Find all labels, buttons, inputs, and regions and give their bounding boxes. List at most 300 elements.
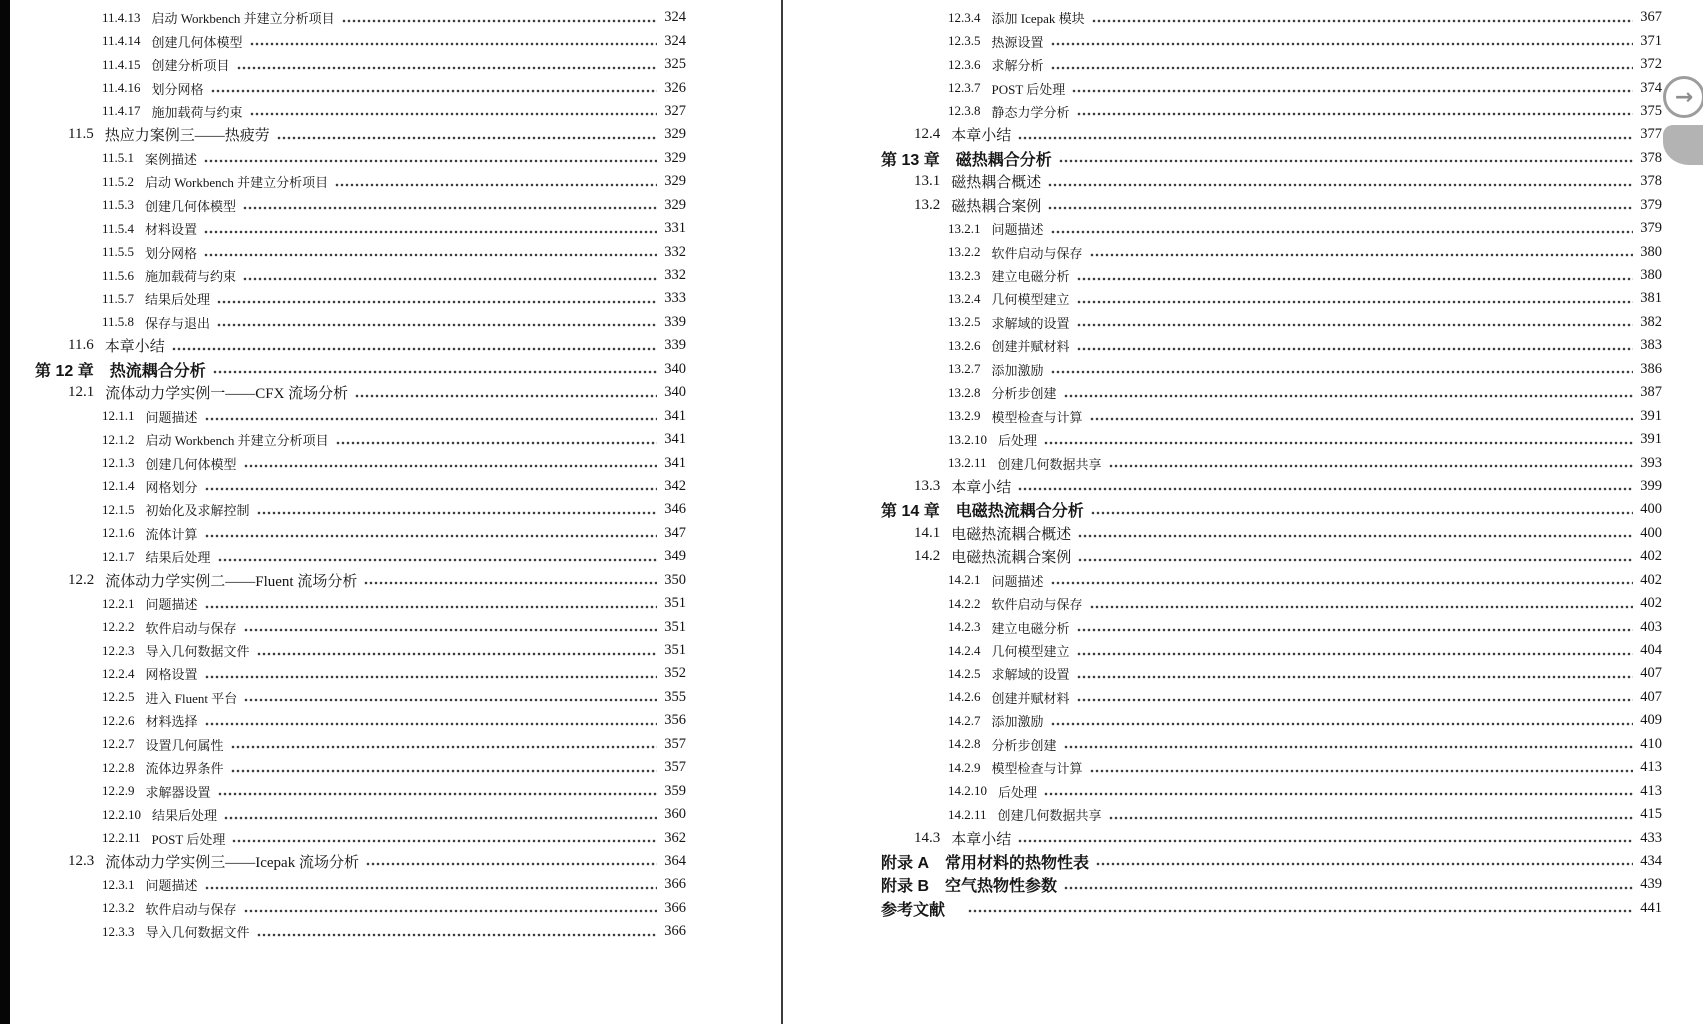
toc-entry-number: 14.2.4 — [948, 642, 981, 658]
toc-entry-title: 静态力学分析 — [991, 104, 1070, 120]
toc-row — [881, 29, 1662, 52]
dot-leader — [1051, 368, 1633, 377]
toc-entry-title: 流体动力学实例一——CFX 流场分析 — [105, 386, 349, 403]
toc-entry-page: 355 — [664, 688, 686, 705]
toc-entry-page: 399 — [1640, 477, 1662, 494]
toc-entry-title: 热流耦合分析 — [109, 362, 206, 380]
toc-entry-number: 13.2.6 — [948, 337, 981, 353]
toc-entry-title: 设置几何属性 — [145, 737, 224, 753]
dot-leader — [244, 462, 657, 471]
toc-row — [35, 100, 686, 123]
toc-row — [35, 475, 686, 498]
toc-row — [35, 850, 686, 873]
toc-entry-title: 几何模型建立 — [991, 292, 1070, 308]
toc-entry-number: 12.2.7 — [102, 736, 135, 752]
toc-row — [35, 76, 686, 99]
dot-leader — [205, 415, 657, 424]
toc-entry-number: 13.2.2 — [948, 244, 981, 260]
dot-leader — [1044, 439, 1633, 448]
toc-entry-number: 14.2.3 — [948, 619, 981, 635]
toc-entry-page: 391 — [1640, 407, 1662, 424]
toc-entry-page: 364 — [664, 852, 686, 869]
dot-leader — [205, 720, 657, 729]
dot-leader — [224, 814, 657, 823]
toc-row — [881, 873, 1662, 896]
toc-entry-title: 本章小结 — [951, 831, 1012, 848]
toc-row — [35, 53, 686, 76]
toc-entry-page: 413 — [1640, 782, 1662, 799]
dot-leader — [277, 134, 657, 143]
dot-leader — [1077, 345, 1633, 354]
toc-entry-page: 367 — [1640, 9, 1662, 26]
dot-leader — [1048, 181, 1633, 190]
toc-row — [881, 100, 1662, 123]
toc-row — [35, 498, 686, 521]
dot-leader — [1051, 579, 1633, 588]
toc-entry-number: 11.5.6 — [102, 267, 135, 283]
dot-leader — [1064, 743, 1633, 752]
toc-entry-number: 14.3 — [914, 829, 941, 846]
toc-entry-title: 问题描述 — [145, 409, 198, 425]
toc-entry-number: 13.2.4 — [948, 290, 981, 306]
toc-page-right — [783, 0, 1703, 1024]
toc-entry-title: 流体边界条件 — [145, 761, 224, 777]
dot-leader — [364, 579, 657, 588]
toc-entry-page: 434 — [1640, 852, 1662, 869]
toc-entry-title: 软件启动与保存 — [991, 245, 1083, 261]
toc-entry-page: 371 — [1640, 32, 1662, 49]
toc-entry-page: 366 — [664, 876, 686, 893]
toc-entry-number: 12.2.1 — [102, 595, 135, 611]
toc-entry-title: 求解域的设置 — [991, 667, 1070, 683]
toc-entry-title: 划分网格 — [145, 245, 198, 261]
dot-leader — [1077, 650, 1633, 659]
toc-entry-title: 进入 Fluent 平台 — [145, 690, 238, 706]
toc-row — [35, 826, 686, 849]
toc-entry-number: 14.2.9 — [948, 759, 981, 775]
dot-leader — [257, 650, 657, 659]
dot-leader — [1090, 767, 1633, 776]
toc-entry-number: 14.2.7 — [948, 712, 981, 728]
dot-leader — [250, 40, 657, 49]
toc-entry-page: 372 — [1640, 56, 1662, 73]
dot-leader — [1091, 509, 1633, 518]
toc-row — [35, 240, 686, 263]
toc-entry-title: POST 后处理 — [991, 81, 1066, 97]
dot-leader — [243, 275, 657, 284]
dot-leader — [205, 532, 657, 541]
toc-entry-number: 14.2.8 — [948, 736, 981, 752]
dot-leader — [218, 556, 657, 565]
toc-row — [35, 569, 686, 592]
toc-entry-number: 13.2.10 — [948, 431, 987, 447]
dot-leader — [243, 204, 657, 213]
dot-leader — [231, 743, 657, 752]
dot-leader — [342, 17, 657, 26]
toc-entry-number: 12.2.3 — [102, 642, 135, 658]
dot-leader — [1064, 392, 1633, 401]
toc-entry-number: 11.4.15 — [102, 56, 141, 72]
toc-entry-title: 导入几何数据文件 — [145, 644, 250, 660]
dot-leader — [355, 392, 657, 401]
toc-entry-page: 387 — [1640, 384, 1662, 401]
toc-entry-title: 添加 Icepak 模块 — [991, 11, 1085, 27]
toc-entry-page: 413 — [1640, 759, 1662, 776]
toc-entry-page: 379 — [1640, 220, 1662, 237]
toc-entry-number: 11.5.4 — [102, 220, 135, 236]
toc-entry-page: 341 — [664, 454, 686, 471]
toc-row — [35, 123, 686, 146]
toc-entry-page: 347 — [664, 524, 686, 541]
toc-row — [881, 522, 1662, 545]
toc-row — [881, 358, 1662, 381]
toc-entry-number: 11.4.16 — [102, 80, 141, 96]
toc-entry-page: 375 — [1640, 102, 1662, 119]
toc-entry-page: 340 — [664, 360, 686, 377]
toc-entry-title: 电磁热流耦合概述 — [951, 526, 1072, 543]
dot-leader — [1077, 673, 1633, 682]
toc-row — [881, 217, 1662, 240]
dot-leader — [1096, 860, 1633, 869]
toc-row — [881, 639, 1662, 662]
toc-entry-number: 12.2.9 — [102, 783, 135, 799]
dot-leader — [335, 181, 657, 190]
toc-row — [881, 803, 1662, 826]
toc-row — [35, 194, 686, 217]
toc-row — [881, 850, 1662, 873]
dot-leader — [205, 673, 657, 682]
toc-left-column — [10, 0, 781, 944]
toc-row — [881, 686, 1662, 709]
toc-row — [35, 873, 686, 896]
toc-entry-title: 创建并赋材料 — [991, 690, 1070, 706]
toc-entry-number: 12.3.7 — [948, 80, 981, 96]
toc-entry-page: 407 — [1640, 665, 1662, 682]
toc-row — [881, 311, 1662, 334]
toc-entry-page: 366 — [664, 923, 686, 940]
dot-leader — [204, 157, 657, 166]
dot-leader — [1018, 485, 1633, 494]
dot-leader — [232, 837, 657, 846]
toc-entry-title: 模型检查与计算 — [991, 761, 1083, 777]
toc-row — [881, 662, 1662, 685]
toc-row — [35, 6, 686, 29]
toc-entry-number: 12.1.4 — [102, 478, 135, 494]
toc-entry-page: 357 — [664, 759, 686, 776]
dot-leader — [1077, 696, 1633, 705]
toc-entry-title: 网格设置 — [145, 667, 198, 683]
toc-entry-number: 13.2.3 — [948, 267, 981, 283]
toc-entry-title: 材料选择 — [145, 714, 198, 730]
dot-leader — [1078, 556, 1633, 565]
toc-row — [881, 194, 1662, 217]
toc-entry-page: 380 — [1640, 243, 1662, 260]
dot-leader — [336, 439, 657, 448]
toc-entry-title: 启动 Workbench 并建立分析项目 — [145, 175, 329, 191]
toc-entry-number: 12.3.6 — [948, 56, 981, 72]
toc-entry-number: 12.3.3 — [102, 923, 135, 939]
toc-row — [881, 779, 1662, 802]
dot-leader — [1051, 40, 1633, 49]
toc-entry-page: 439 — [1640, 876, 1662, 893]
toc-entry-page: 402 — [1640, 595, 1662, 612]
toc-entry-title: 求解域的设置 — [991, 315, 1070, 331]
toc-entry-number: 11.6 — [68, 337, 94, 354]
toc-entry-page: 351 — [664, 642, 686, 659]
toc-entry-page: 332 — [664, 267, 686, 284]
toc-entry-number: 11.5.2 — [102, 173, 135, 189]
toc-entry-page: 383 — [1640, 337, 1662, 354]
toc-row — [35, 779, 686, 802]
dot-leader — [1077, 110, 1633, 119]
dot-leader — [1051, 64, 1633, 73]
toc-entry-page: 404 — [1640, 642, 1662, 659]
toc-entry-number: 14.2.10 — [948, 783, 987, 799]
toc-entry-title: 结果后处理 — [152, 808, 218, 824]
toc-entry-page: 327 — [664, 102, 686, 119]
arrow-right-icon: → — [1674, 84, 1694, 110]
toc-entry-page: 391 — [1640, 431, 1662, 448]
toc-entry-title: 问题描述 — [991, 222, 1044, 238]
toc-row — [35, 170, 686, 193]
toc-entry-title: 后处理 — [998, 784, 1038, 800]
dot-leader — [1064, 884, 1633, 893]
toc-entry-title: 求解分析 — [991, 58, 1044, 74]
toc-entry-number: 11.5.3 — [102, 197, 135, 213]
toc-entry-page: 378 — [1640, 149, 1662, 166]
dot-leader — [1077, 298, 1633, 307]
toc-entry-page: 380 — [1640, 267, 1662, 284]
dot-leader — [205, 884, 657, 893]
toc-entry-page: 400 — [1640, 524, 1662, 541]
toc-entry-page: 402 — [1640, 548, 1662, 565]
toc-entry-page: 342 — [664, 477, 686, 494]
toc-entry-title: 软件启动与保存 — [145, 620, 237, 636]
toc-row — [35, 639, 686, 662]
toc-row — [35, 29, 686, 52]
floating-nav — [1663, 76, 1703, 165]
toc-row — [881, 6, 1662, 29]
toc-entry-number: 14.2.11 — [948, 806, 987, 822]
toc-entry-title: 案例描述 — [145, 151, 198, 167]
toc-entry-number: 12.2.8 — [102, 759, 135, 775]
toc-row — [35, 756, 686, 779]
toc-entry-title: 问题描述 — [145, 597, 198, 613]
toc-entry-number: 12.3.1 — [102, 876, 135, 892]
dot-leader — [1092, 17, 1633, 26]
toc-entry-page: 333 — [664, 290, 686, 307]
toc-entry-title: 几何模型建立 — [991, 644, 1070, 660]
next-page-button[interactable] — [1663, 76, 1703, 118]
toc-entry-number: 12.1.2 — [102, 431, 135, 447]
toc-entry-number: 12.1.5 — [102, 501, 135, 517]
toc-row — [35, 522, 686, 545]
toc-entry-title: 添加激励 — [991, 714, 1044, 730]
toc-entry-number: 12.3 — [68, 852, 95, 869]
toc-row — [881, 709, 1662, 732]
toc-entry-number: 13.2.1 — [948, 220, 981, 236]
toc-entry-title: 热源设置 — [991, 34, 1044, 50]
toc-entry-page: 352 — [664, 665, 686, 682]
dot-leader — [1048, 204, 1633, 213]
toc-entry-number: 12.2.10 — [102, 806, 141, 822]
toc-entry-number: 12.2.4 — [102, 665, 135, 681]
toc-row — [881, 264, 1662, 287]
dot-leader — [1109, 814, 1633, 823]
toc-entry-page: 393 — [1640, 454, 1662, 471]
toc-row — [35, 897, 686, 920]
toc-entry-title: 创建几何体模型 — [151, 34, 243, 50]
toc-row — [35, 311, 686, 334]
dot-leader — [257, 931, 657, 940]
toc-entry-title: 问题描述 — [145, 878, 198, 894]
toc-entry-title: 施加载荷与约束 — [151, 104, 243, 120]
toc-entry-number: 12.2.2 — [102, 619, 135, 635]
toc-row — [35, 803, 686, 826]
dot-leader — [217, 298, 657, 307]
toc-row — [35, 592, 686, 615]
toc-entry-page: 341 — [664, 407, 686, 424]
toc-row — [35, 147, 686, 170]
toc-row — [881, 147, 1662, 170]
toc-entry-number: 14.2.2 — [948, 595, 981, 611]
toc-entry-title: 流体计算 — [145, 526, 198, 542]
toc-entry-number: 12.1.3 — [102, 455, 135, 471]
dot-leader — [968, 907, 1633, 916]
toc-entry-page: 340 — [664, 384, 686, 401]
toc-entry-title: 流体动力学实例三——Icepak 流场分析 — [105, 854, 359, 871]
toc-entry-page: 341 — [664, 431, 686, 448]
dot-leader — [213, 368, 657, 377]
dot-leader — [217, 321, 657, 330]
toc-row — [35, 545, 686, 568]
toc-entry-number: 11.4.17 — [102, 103, 141, 119]
toc-entry-number: 12.4 — [914, 126, 941, 143]
toc-entry-page: 378 — [1640, 173, 1662, 190]
toc-entry-title: 导入几何数据文件 — [145, 925, 250, 941]
dot-leader — [204, 228, 657, 237]
toc-row — [881, 592, 1662, 615]
toc-entry-number: 14.2.5 — [948, 665, 981, 681]
toc-entry-number: 13.2.7 — [948, 361, 981, 377]
toc-row — [881, 381, 1662, 404]
toc-entry-page: 362 — [664, 829, 686, 846]
toc-entry-title: 流体动力学实例二——Fluent 流场分析 — [105, 573, 358, 590]
nav-drag-handle-icon[interactable] — [1663, 125, 1703, 165]
toc-entry-title: 分析步创建 — [991, 386, 1057, 402]
toc-entry-title: 磁热耦合分析 — [955, 151, 1052, 169]
toc-entry-page: 339 — [664, 313, 686, 330]
toc-entry-number: 12.2.11 — [102, 830, 141, 846]
toc-entry-number: 14.1 — [914, 524, 941, 541]
toc-entry-number: 13.2.8 — [948, 384, 981, 400]
toc-entry-page: 329 — [664, 173, 686, 190]
toc-entry-page: 403 — [1640, 618, 1662, 635]
toc-entry-title: 本章小结 — [104, 339, 165, 356]
toc-row — [35, 334, 686, 357]
toc-entry-title: 软件启动与保存 — [145, 901, 237, 917]
toc-entry-title: 热应力案例三——热疲劳 — [104, 128, 270, 145]
dot-leader — [231, 767, 657, 776]
toc-entry-page: 377 — [1640, 126, 1662, 143]
toc-entry-number: 11.5.8 — [102, 314, 135, 330]
toc-row — [881, 287, 1662, 310]
toc-entry-page: 329 — [664, 126, 686, 143]
toc-entry-page: 331 — [664, 220, 686, 237]
toc-entry-number: 12.1.1 — [102, 408, 135, 424]
toc-entry-page: 360 — [664, 806, 686, 823]
dot-leader — [1077, 321, 1633, 330]
toc-entry-number: 14.2 — [914, 548, 941, 565]
toc-entry-page: 329 — [664, 196, 686, 213]
toc-row — [35, 686, 686, 709]
toc-row — [881, 451, 1662, 474]
toc-row — [881, 53, 1662, 76]
toc-entry-number: 13.1 — [914, 173, 941, 190]
toc-entry-title: 材料设置 — [145, 222, 198, 238]
toc-entry-title: 初始化及求解控制 — [145, 503, 250, 519]
toc-entry-title: 软件启动与保存 — [991, 597, 1083, 613]
toc-entry-number: 12.2 — [68, 571, 95, 588]
dot-leader — [366, 860, 657, 869]
toc-entry-page: 366 — [664, 899, 686, 916]
toc-row — [881, 123, 1662, 146]
dot-leader — [1078, 532, 1633, 541]
toc-row — [881, 569, 1662, 592]
toc-entry-number: 11.4.13 — [102, 9, 141, 25]
toc-entry-title: 保存与退出 — [145, 315, 211, 331]
toc-entry-number: 13.3 — [914, 477, 941, 494]
toc-entry-number: 参考文献 — [881, 901, 946, 919]
toc-entry-number: 12.1 — [68, 384, 95, 401]
toc-entry-number: 附录 B — [881, 878, 930, 896]
toc-entry-title: 创建几何体模型 — [145, 456, 237, 472]
dot-leader — [1051, 228, 1633, 237]
toc-row — [881, 170, 1662, 193]
toc-row — [881, 404, 1662, 427]
toc-entry-number: 12.3.2 — [102, 900, 135, 916]
toc-entry-number: 11.4.14 — [102, 33, 141, 49]
dot-leader — [172, 345, 657, 354]
toc-entry-page: 350 — [664, 571, 686, 588]
toc-row — [881, 756, 1662, 779]
toc-entry-page: 325 — [664, 56, 686, 73]
toc-entry-page: 324 — [664, 32, 686, 49]
toc-entry-title: 创建几何体模型 — [145, 198, 237, 214]
dot-leader — [244, 696, 657, 705]
toc-entry-number: 第 14 章 — [881, 503, 940, 521]
toc-entry-page: 351 — [664, 595, 686, 612]
toc-row — [881, 498, 1662, 521]
dot-leader — [1090, 415, 1633, 424]
toc-entry-page: 351 — [664, 618, 686, 635]
toc-entry-title: 施加载荷与约束 — [145, 269, 237, 285]
toc-row — [35, 428, 686, 451]
toc-entry-page: 433 — [1640, 829, 1662, 846]
toc-right-column — [783, 0, 1703, 920]
toc-entry-page: 382 — [1640, 313, 1662, 330]
toc-entry-title: 电磁热流耦合案例 — [951, 550, 1072, 567]
toc-entry-page: 415 — [1640, 806, 1662, 823]
toc-entry-page: 381 — [1640, 290, 1662, 307]
toc-entry-page: 410 — [1640, 735, 1662, 752]
page-left-black-strip — [0, 0, 10, 1024]
toc-entry-title: 创建几何数据共享 — [997, 808, 1102, 824]
toc-entry-title: 磁热耦合概述 — [951, 175, 1042, 192]
toc-entry-number: 附录 A — [881, 854, 930, 872]
toc-entry-page: 346 — [664, 501, 686, 518]
toc-row — [881, 545, 1662, 568]
